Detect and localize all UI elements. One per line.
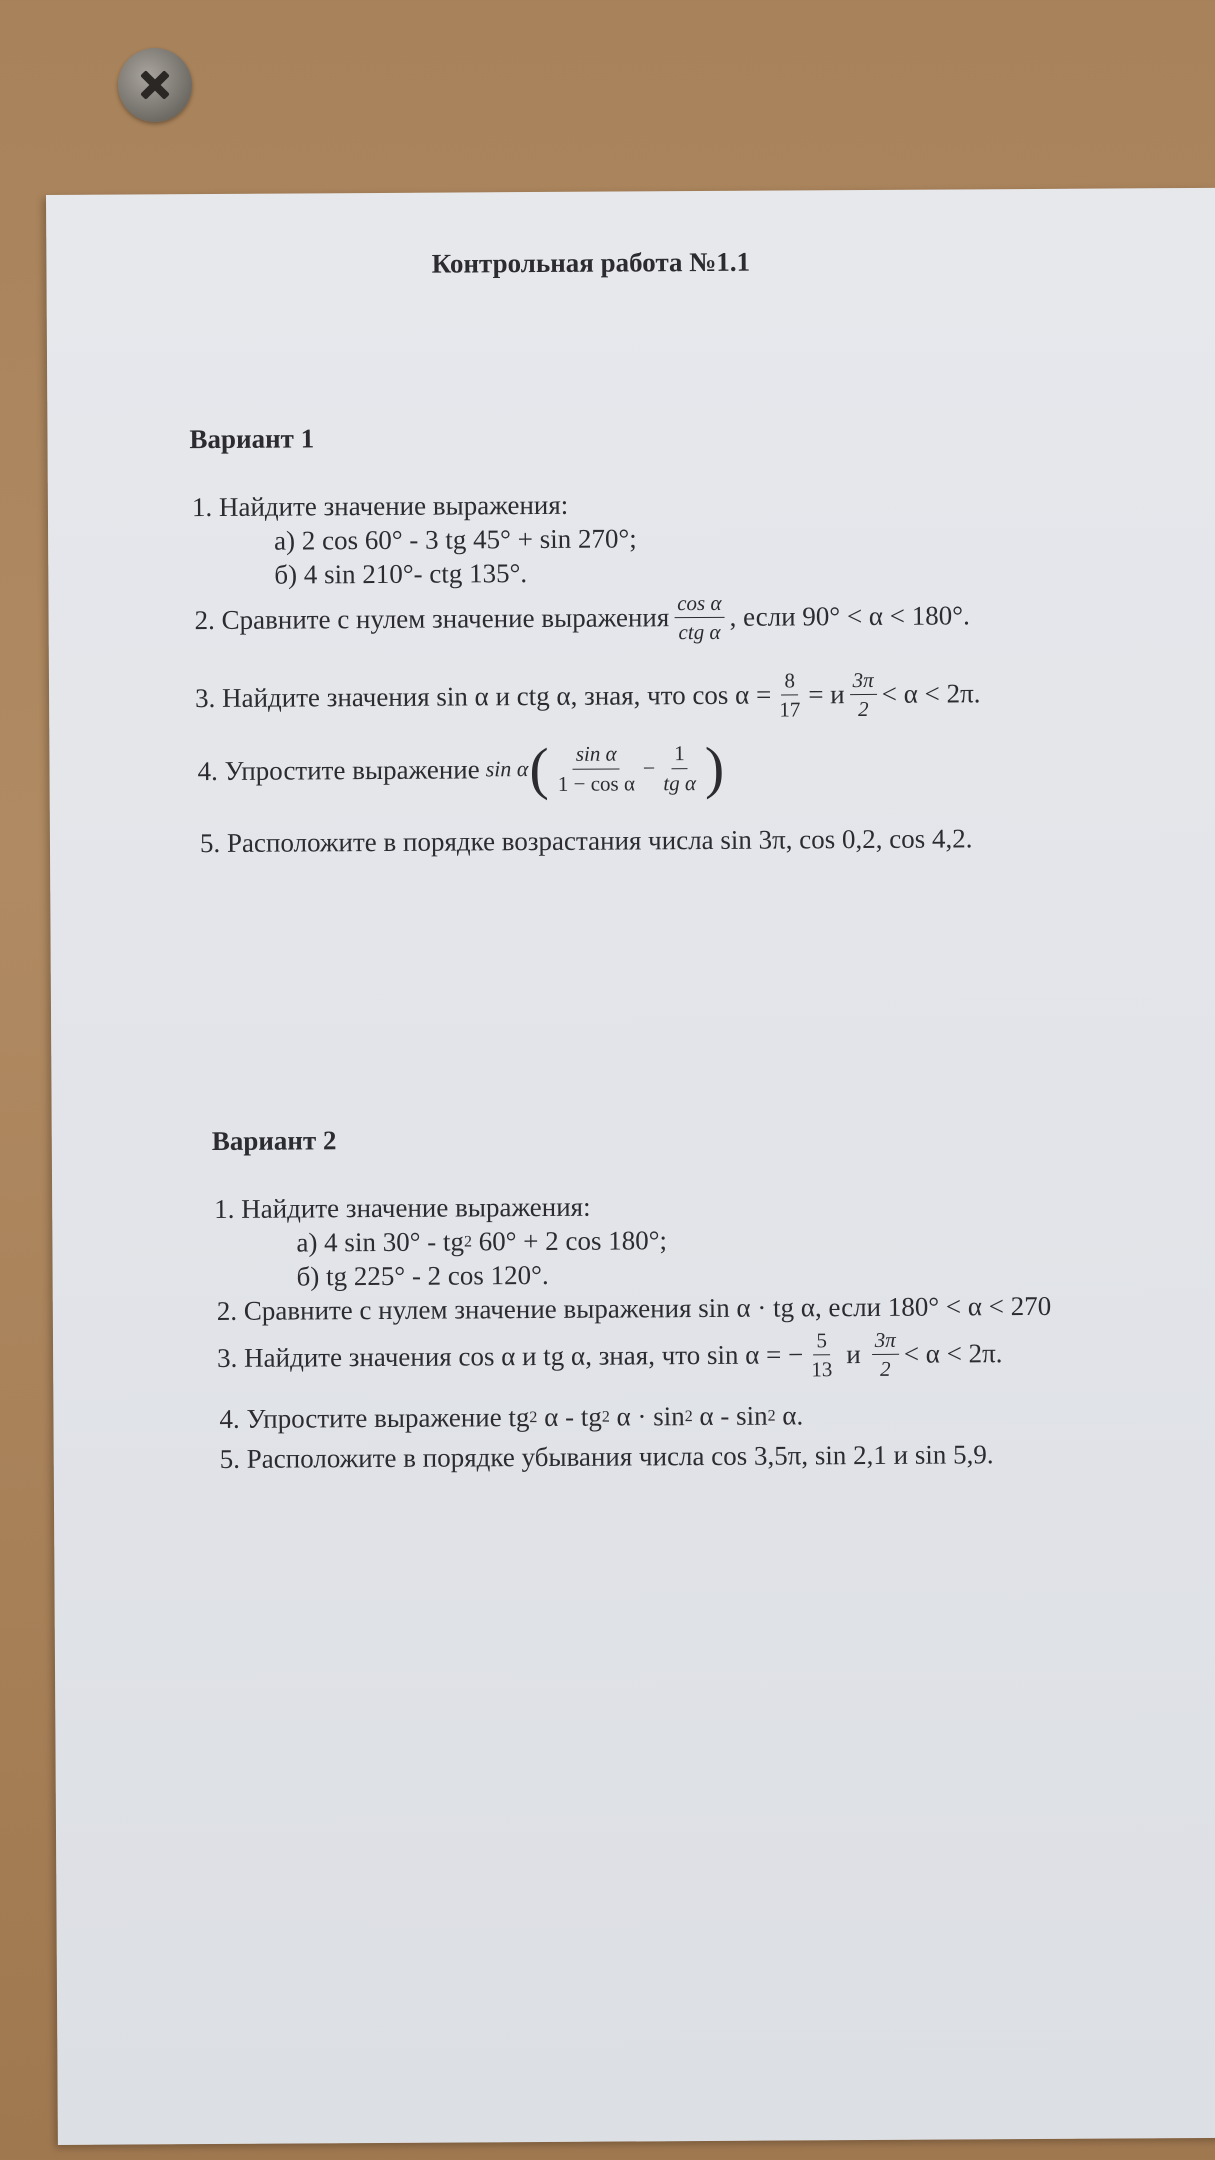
right-paren-icon: ): [704, 734, 725, 800]
v2-task3-fraction-1: [808, 1328, 835, 1381]
v1-task3-fraction-2: [850, 668, 877, 721]
v1-task4-prefix: 4. Упростите выражение: [197, 753, 480, 786]
v1-task2-frac-den: ctg α: [678, 620, 721, 645]
v1-task4-minus: −: [642, 755, 656, 781]
v1-task2: [194, 589, 970, 647]
v1-task4-fraction-2: [660, 741, 699, 795]
v1-task4-fraction-1: [555, 742, 638, 796]
v2-task1-b: б) tg 225° - 2 cos 120°.: [296, 1259, 549, 1292]
v2-task3-fraction-2: [872, 1328, 899, 1381]
v1-task5: 5. Расположите в порядке возрастания числа sin 3π, cos 0,2, cos 4,2.: [199, 823, 973, 859]
v2-task3-middle: и: [846, 1339, 861, 1370]
v2-task4-p1: 4. Упростите выражение tg: [219, 1402, 530, 1434]
v1-task1-a: а) 2 cos 60° - 3 tg 45° + sin 270°;: [274, 523, 637, 556]
v1-task3-middle: = и: [808, 679, 845, 710]
page-title: Контрольная работа №1.1: [431, 246, 751, 279]
v2-task1-a-suffix: 60° + 2 cos 180°;: [471, 1225, 668, 1257]
v1-task4-sin: sin α: [485, 756, 529, 782]
v1-task3-frac2-num: 3π: [850, 668, 877, 695]
v1-task3-suffix: < α < 2π.: [881, 678, 981, 710]
v2-task4-p2: α - tg: [537, 1401, 602, 1433]
left-paren-icon: (: [529, 735, 549, 802]
v1-task3-fraction-1: [776, 668, 803, 721]
v1-task3: [195, 667, 981, 725]
v2-task4-s1: 2: [529, 1408, 538, 1426]
v2-task1-a: [296, 1225, 667, 1258]
v1-task3-prefix: 3. Найдите значения sin α и ctg α, зная, что cos α =: [194, 679, 772, 714]
v1-task4-frac2-num: 1: [671, 741, 688, 768]
v2-task3-prefix: 3. Найдите значения cos α и tg α, зная, что sin α = −: [217, 1339, 804, 1374]
v2-task4-s4: 2: [767, 1407, 776, 1425]
v2-task4-p3: α · sin: [609, 1401, 685, 1432]
v2-task3-frac2-num: 3π: [872, 1328, 899, 1355]
v1-task2-frac-num: cos α: [674, 591, 724, 618]
v2-task3-frac1-num: 5: [813, 1328, 830, 1355]
v1-task2-prefix: 2. Сравните с нулем значение выражения: [194, 602, 670, 636]
v2-task3-frac2-den: 2: [880, 1357, 891, 1382]
v1-task3-frac1-den: 17: [779, 697, 801, 722]
worksheet-page: [46, 188, 1215, 2145]
v1-task1-label: 1. Найдите значение выражения:: [191, 489, 569, 523]
v2-task5: 5. Расположите в порядке убывания числа cos 3,5π, sin 2,1 и sin 5,9.: [219, 1439, 994, 1474]
variant1-heading: Вариант 1: [189, 423, 315, 455]
v2-task4-s2: 2: [601, 1408, 610, 1426]
v2-task1-a-prefix: а) 4 sin 30° - tg: [296, 1226, 465, 1258]
v2-task3-suffix: < α < 2π.: [903, 1338, 1003, 1369]
v1-task4: [197, 734, 725, 802]
v1-task4-frac2-den: tg α: [663, 770, 697, 795]
v2-task4-p5: α.: [775, 1400, 804, 1431]
v1-task3-frac2-den: 2: [857, 697, 869, 722]
wall-screw: [118, 48, 192, 122]
v1-task1-b: б) 4 sin 210°- ctg 135°.: [274, 558, 528, 590]
v2-task3: [217, 1327, 1003, 1385]
v2-task1-label: 1. Найдите значение выражения:: [214, 1191, 591, 1224]
v1-task2-suffix: , если 90° < α < 180°.: [729, 600, 970, 632]
v1-task4-frac1-den: 1 − cos α: [557, 770, 636, 796]
variant2-heading: Вариант 2: [211, 1125, 337, 1157]
v1-task4-frac1-num: sin α: [573, 742, 620, 769]
v2-task2: 2. Сравните с нулем значение выражения sin α · tg α, если 180° < α < 270: [216, 1290, 1052, 1326]
v2-task4-p4: α - sin: [692, 1400, 768, 1432]
v2-task4: [219, 1400, 803, 1435]
v1-task3-frac1-num: 8: [781, 668, 798, 695]
v1-task2-fraction: [674, 591, 725, 645]
v2-task4-s3: 2: [684, 1407, 693, 1425]
v2-task1-a-sup: 2: [463, 1232, 472, 1250]
v2-task3-frac1-den: 13: [811, 1357, 833, 1382]
